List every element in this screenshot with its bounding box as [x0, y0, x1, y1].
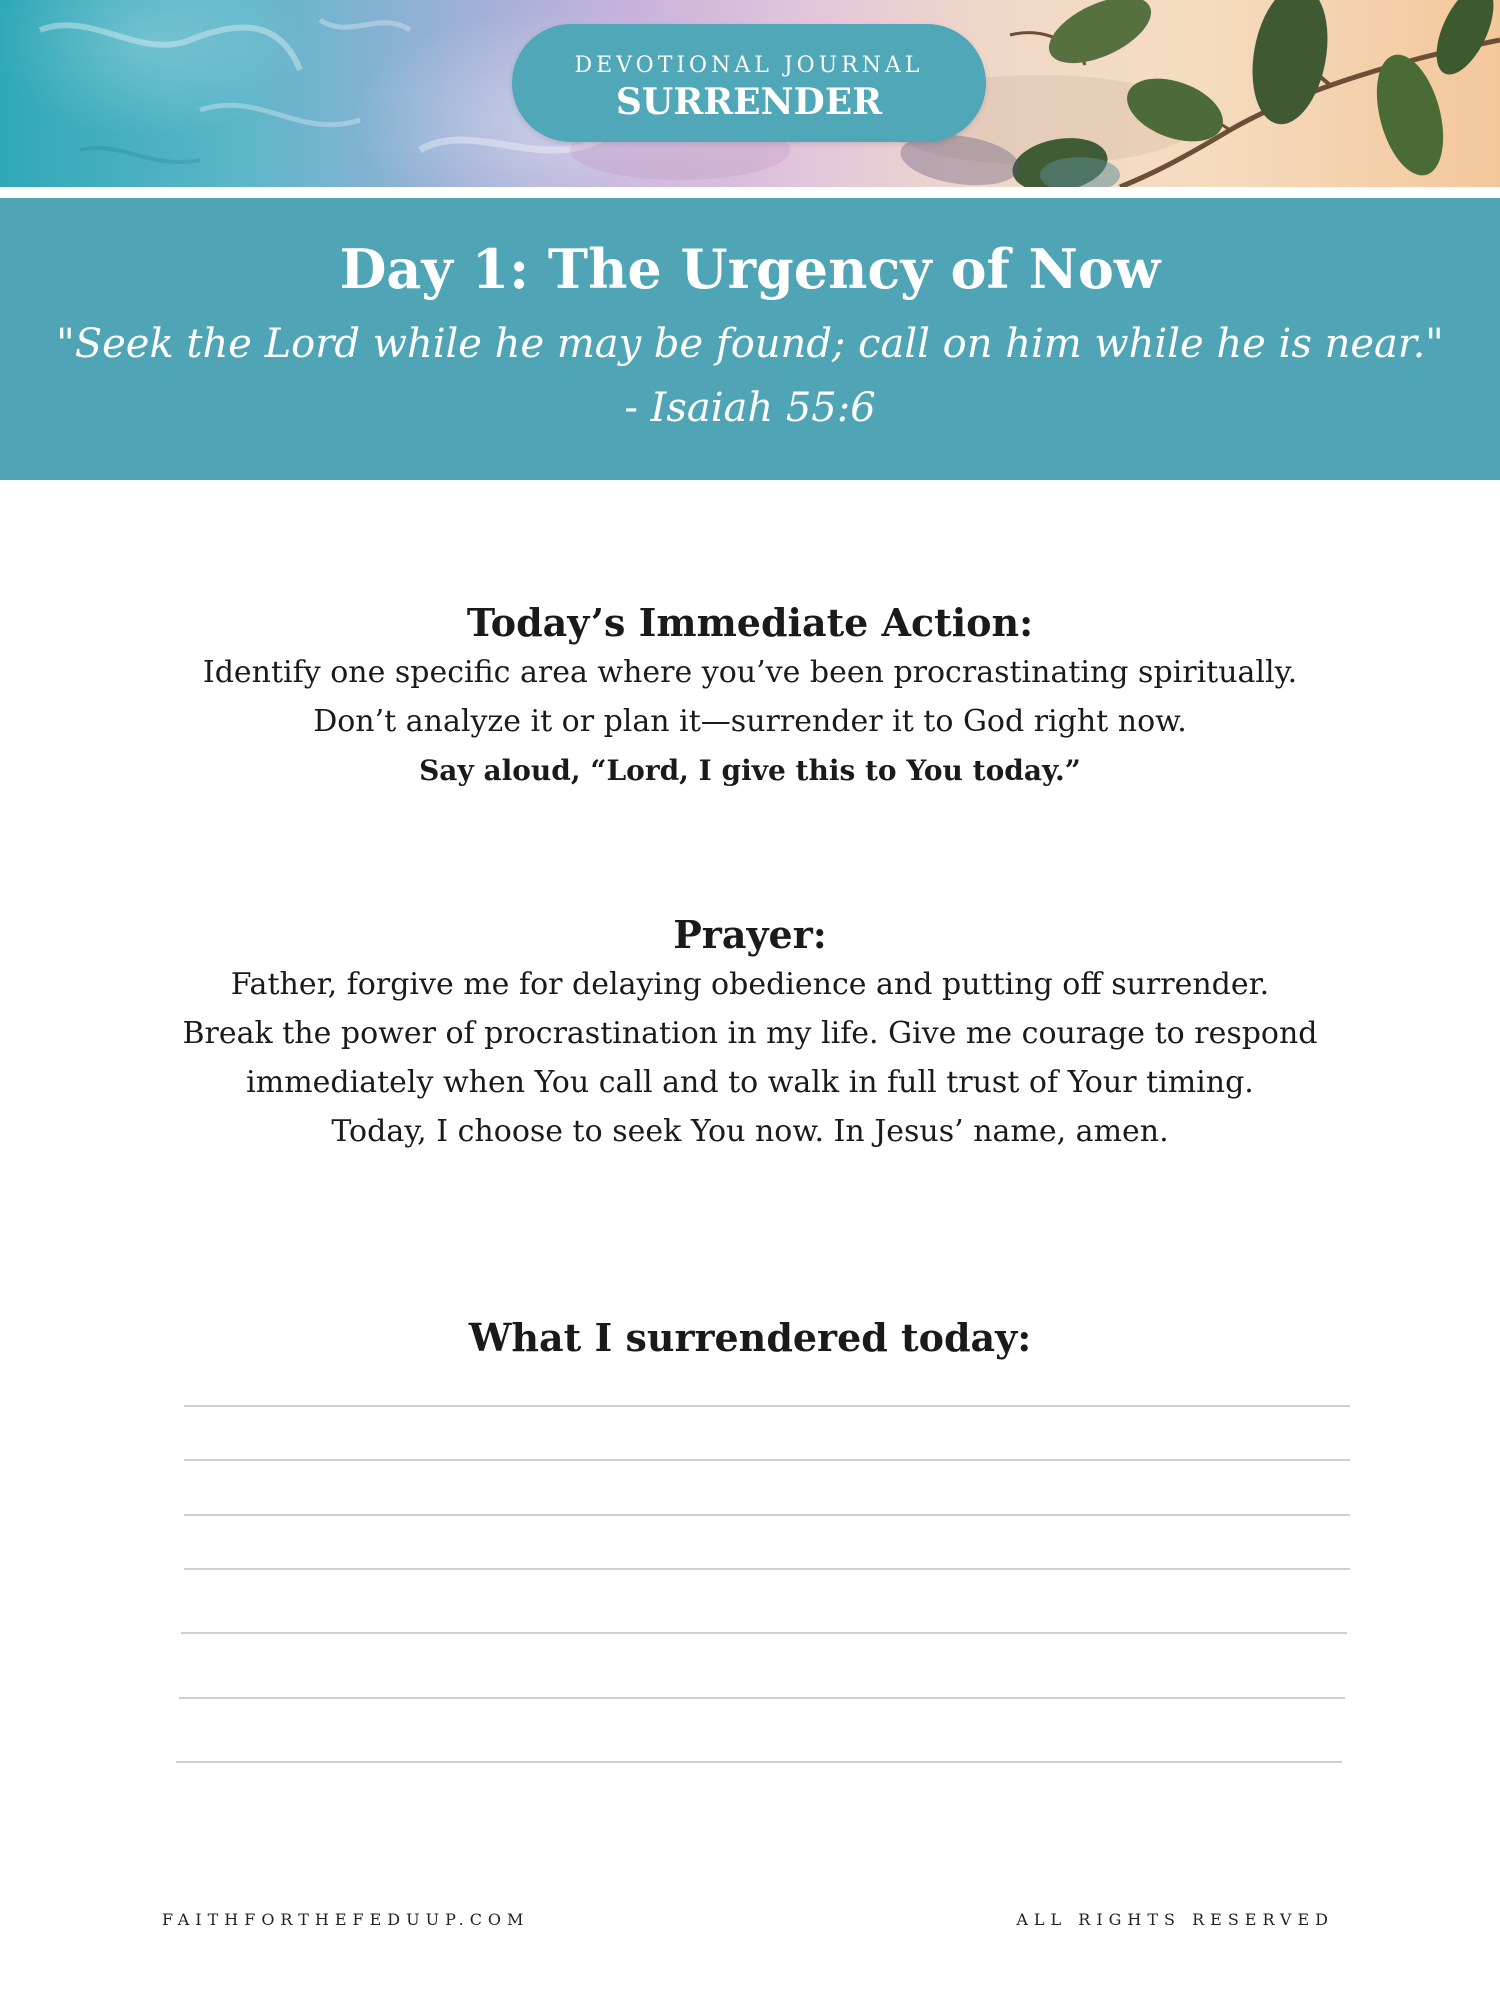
- action-line: Identify one specific area where you’ve been procrastinating spiritually.: [202, 655, 1298, 690]
- writing-line[interactable]: [181, 1632, 1347, 1634]
- footer-website: FAITHFORTHEFEDUUP.COM: [162, 1910, 530, 1929]
- writing-line[interactable]: [176, 1761, 1342, 1763]
- writing-line[interactable]: [184, 1514, 1350, 1516]
- verse-reference: - Isaiah 55:6: [624, 385, 876, 431]
- prayer-line: Father, forgive me for delaying obedience and putting off surrender.: [230, 967, 1270, 1002]
- page-title: Day 1: The Urgency of Now: [339, 237, 1161, 301]
- journal-kicker: DEVOTIONAL JOURNAL: [574, 53, 924, 78]
- journal-title: SURRENDER: [615, 81, 883, 123]
- prayer-line: immediately when You call and to walk in full trust of Your timing.: [246, 1065, 1254, 1100]
- journal-prompt-heading: What I surrendered today:: [468, 1315, 1032, 1360]
- immediate-action-section: [100, 598, 1400, 795]
- writing-line[interactable]: [184, 1568, 1350, 1570]
- prayer-section: [100, 910, 1400, 1156]
- action-line: Don’t analyze it or plan it—surrender it to God right now.: [313, 704, 1187, 739]
- writing-line[interactable]: [179, 1697, 1345, 1699]
- prayer-line: Break the power of procrastination in my life. Give me courage to respond: [182, 1016, 1318, 1051]
- footer-rights: ALL RIGHTS RESERVED: [1016, 1910, 1334, 1929]
- day-title-band: [0, 198, 1500, 480]
- verse-text: "Seek the Lord while he may be found; call on him while he is near.": [56, 321, 1444, 367]
- action-heading: Today’s Immediate Action:: [466, 600, 1034, 645]
- journal-prompt-section: [100, 1313, 1400, 1363]
- action-emphasis: Say aloud, “Lord, I give this to You today.”: [419, 754, 1081, 787]
- scripture-verse: [30, 312, 1470, 440]
- prayer-line: Today, I choose to seek You now. In Jesus’ name, amen.: [331, 1114, 1169, 1149]
- journal-badge: [512, 24, 986, 142]
- prayer-heading: Prayer:: [673, 912, 827, 957]
- header-photo-banner: [0, 0, 1500, 187]
- writing-line[interactable]: [184, 1405, 1350, 1407]
- writing-line[interactable]: [184, 1459, 1350, 1461]
